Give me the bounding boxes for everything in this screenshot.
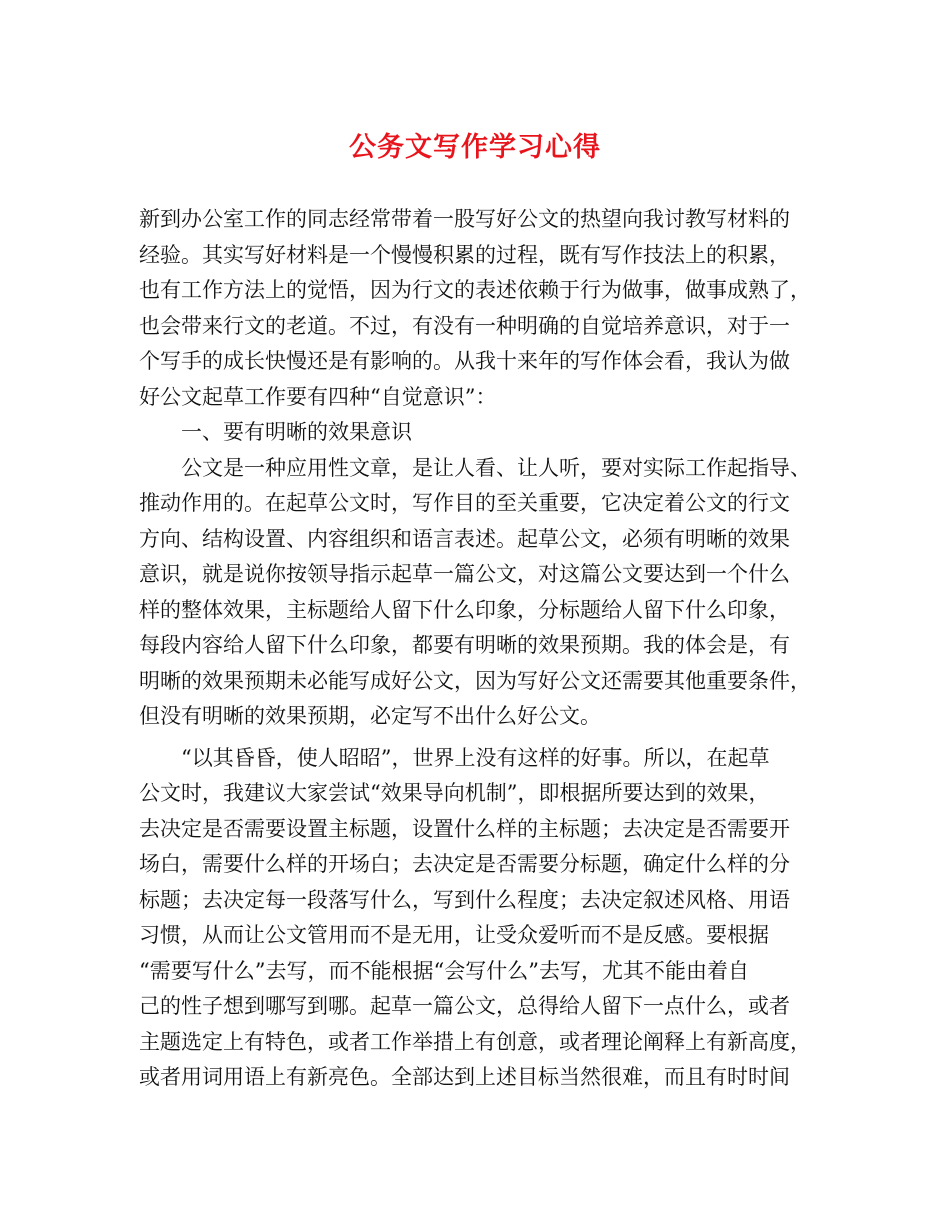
body-line: 公文时，我建议大家尝试“效果导向机制”，即根据所要达到的效果， <box>139 781 770 805</box>
body-line: 也有工作方法上的觉悟，因为行文的表述依赖于行为做事，做事成熟了， <box>139 278 811 302</box>
body-line: “以其昏昏，使人昭昭”，世界上没有这样的好事。所以，在起草 <box>139 745 770 770</box>
body-line: “需要写什么”去写，而不能根据“会写什么”去写，尤其不能由着自 <box>139 958 749 983</box>
body-line: 习惯，从而让公文管用而不是无用，让受众爱听而不是反感。要根据 <box>139 923 769 947</box>
body-line: 好公文起草工作要有四种“自觉意识”： <box>139 384 497 409</box>
body-line: 推动作用的。在起草公文时，写作目的至关重要，它决定着公文的行文 <box>139 491 790 515</box>
section-heading: 一、要有明晰的效果意识 <box>139 420 412 444</box>
body-line: 明晰的效果预期未必能写成好公文，因为写好公文还需要其他重要条件， <box>139 668 811 693</box>
body-line: 也会带来行文的老道。不过，有没有一种明确的自觉培养意识，对于一 <box>139 313 790 338</box>
body-line: 己的性子想到哪写到哪。起草一篇公文，总得给人留下一点什么，或者 <box>139 994 790 1018</box>
body-line: 样的整体效果，主标题给人留下什么印象，分标题给人留下什么印象， <box>139 597 790 622</box>
document-body <box>139 202 829 1096</box>
body-line: 个写手的成长快慢还是有影响的。从我十来年的写作体会看，我认为做 <box>139 349 790 373</box>
document-title: 公务文写作学习心得 <box>349 132 601 163</box>
body-line: 但没有明晰的效果预期，必定写不出什么好公文。 <box>139 704 601 728</box>
body-line: 新到办公室工作的同志经常带着一股写好公文的热望向我讨教写材料的 <box>139 207 790 231</box>
body-line: 主题选定上有特色，或者工作举措上有创意，或者理论阐释上有新高度， <box>139 1029 811 1054</box>
body-line: 场白，需要什么样的开场白；去决定是否需要分标题，确定什么样的分 <box>139 852 790 876</box>
body-line: 意识，就是说你按领导指示起草一篇公文，对这篇公文要达到一个什么 <box>139 562 790 586</box>
body-line: 去决定是否需要设置主标题，设置什么样的主标题；去决定是否需要开 <box>139 816 790 841</box>
body-line: 每段内容给人留下什么印象，都要有明晰的效果预期。我的体会是，有 <box>139 633 790 657</box>
body-line: 标题；去决定每一段落写什么，写到什么程度；去决定叙述风格、用语 <box>139 887 790 912</box>
body-line: 经验。其实写好材料是一个慢慢积累的过程，既有写作技法上的积累， <box>139 242 790 267</box>
body-line: 或者用词用语上有新亮色。全部达到上述目标当然很难，而且有时时间 <box>139 1065 790 1089</box>
body-line: 方向、结构设置、内容组织和语言表述。起草公文，必须有明晰的效果 <box>139 526 790 551</box>
body-line: 公文是一种应用性文章，是让人看、让人听，要对实际工作起指导、 <box>139 455 811 480</box>
